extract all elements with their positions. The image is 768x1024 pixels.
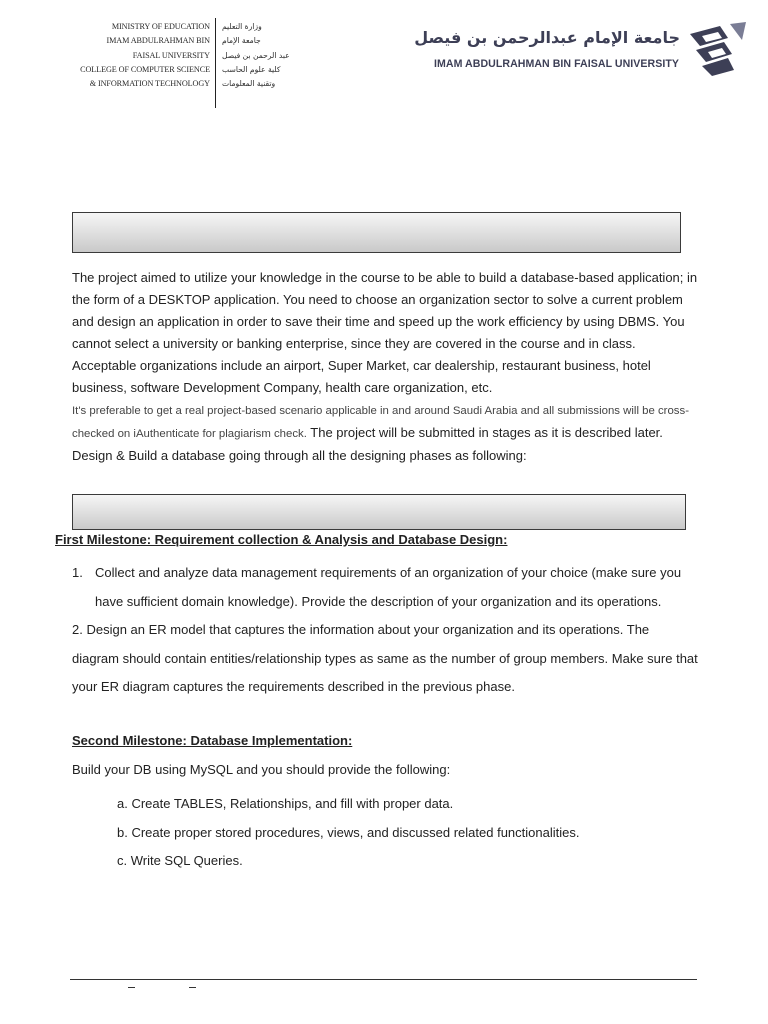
list-item — [72, 559, 698, 616]
ministry-line: MINISTRY OF EDUCATION — [111, 22, 210, 31]
intro-paragraph — [72, 267, 698, 445]
project-description — [72, 267, 698, 467]
ministry-line-ar: وزارة التعليم — [222, 22, 262, 31]
step-item: c. Write SQL Queries. — [117, 853, 243, 868]
step-item: a. Create TABLES, Relationships, and fill with proper data. — [117, 796, 454, 811]
college-line: & INFORMATION TECHNOLOGY — [89, 79, 210, 89]
university-name-en: IMAM ABDULRAHMAN BIN FAISAL UNIVERSITY — [434, 58, 679, 70]
list-item-number: 1. — [72, 565, 83, 580]
ministry-block-ar — [222, 20, 312, 91]
university-logo-icon — [688, 20, 748, 78]
list-item: 2. Design an ER model that captures the information about your organization and its operations. The diagram should contain entities/relationship types as same as the number of group members. Make sure that your ER diagram captures the requirements described in the previous phase. — [72, 622, 698, 694]
footer-rule — [70, 979, 697, 980]
footer-mark — [128, 987, 135, 988]
section-header-bar — [72, 494, 686, 530]
university-line: FAISAL UNIVERSITY — [132, 50, 210, 60]
second-milestone-title: Second Milestone: Database Implementation: — [72, 733, 353, 748]
list-item-text: Collect and analyze data management requirements of an organization of your choice (make sure you have sufficient domain knowledge). Provide the description of your organization and its operations. — [95, 565, 682, 609]
submission-note: The project will be submitted in stages as it is described later. — [306, 425, 663, 440]
college-line-ar: كلية علوم الحاسب — [222, 64, 281, 74]
university-line-ar: جامعة الإمام — [222, 36, 261, 46]
second-milestone-intro: Build your DB using MySQL and you should provide the following: — [72, 762, 451, 777]
design-line: Design & Build a database going through all the designing phases as following: — [72, 448, 527, 463]
university-line: IMAM ABDULRAHMAN BIN — [106, 36, 210, 46]
university-name-ar: جامعة الإمام عبدالرحمن بن فيصل — [414, 28, 680, 47]
university-line-ar: عبد الرحمن بن فيصل — [222, 50, 290, 60]
intro-text: The project aimed to utilize your knowledge in the course to be able to build a database-based application; in the form of a DESKTOP application. You need to choose an organization sector to solve a current problem and design an application in order to save their time and speed up the work efficiency by using DBMS. You cannot select a university or banking enterprise, since they are covered in the course and in class. Acceptable organizations include an airport, Super Market, car dealership, restaurant business, hotel business, software Development Company, health care organization, etc. — [72, 270, 698, 395]
section-header-bar — [72, 212, 681, 253]
second-milestone-steps — [117, 790, 579, 876]
ministry-block-en — [40, 20, 210, 91]
footer-mark — [189, 987, 196, 988]
first-milestone-list — [72, 559, 698, 702]
first-milestone-title: First Milestone: Requirement collection & Analysis and Database Design: — [55, 532, 508, 547]
plagiarism-note: It's preferable to get a real project-based scenario applicable in and around Saudi Arabia and all submissions will be cross-checked on iAuthenticate for plagiarism check. — [72, 405, 689, 440]
header-divider — [215, 18, 216, 108]
step-item: b. Create proper stored procedures, views, and discussed related functionalities. — [117, 824, 580, 840]
college-line-ar: وتقنية المعلومات — [222, 79, 276, 89]
college-line: COLLEGE OF COMPUTER SCIENCE — [80, 64, 210, 74]
